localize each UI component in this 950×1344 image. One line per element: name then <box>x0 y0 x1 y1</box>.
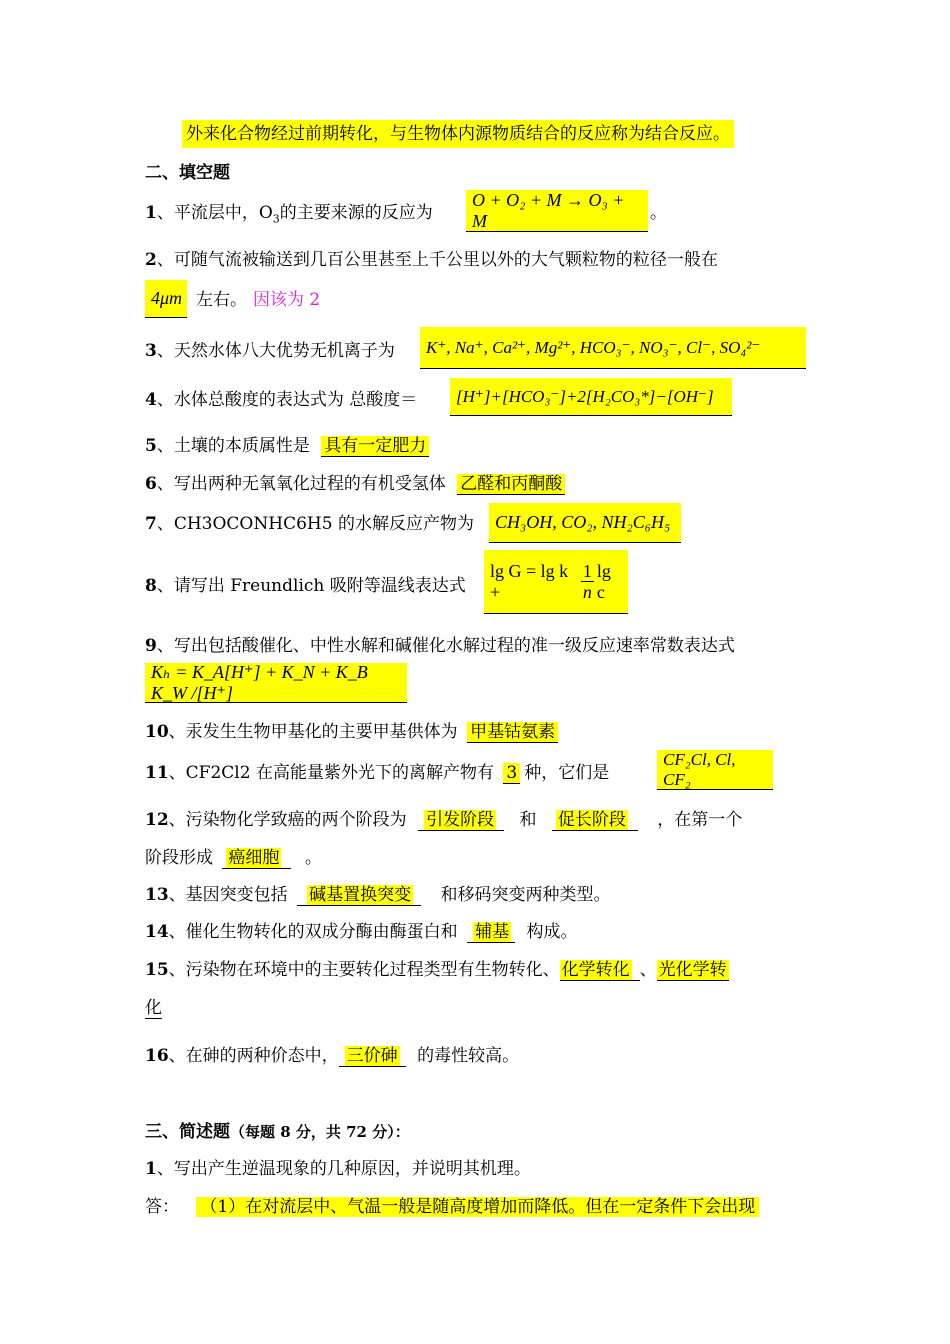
answer: 3 <box>503 763 520 784</box>
question-number: 4 <box>145 390 157 410</box>
answer-formula: CF₂Cl, Cl, CF₂ <box>657 750 773 790</box>
fraction-numerator: 1 <box>582 561 592 581</box>
blank <box>552 810 638 831</box>
question-text: 、污染物在环境中的主要转化过程类型有生物转化、 <box>168 960 560 980</box>
fraction <box>581 561 594 602</box>
question-number: 3 <box>145 341 157 361</box>
question-text: 、污染物化学致癌的两个阶段为 <box>168 810 407 830</box>
teacher-note: 因该为 2 <box>253 290 321 310</box>
question-text: 、可随气流被输送到几百公里甚至上千公里以外的大气颗粒物的粒径一般在 <box>156 250 718 270</box>
question-text: 、天然水体八大优势无机离子为 <box>156 341 395 361</box>
question-text: 、汞发生生物甲基化的主要甲基供体为 <box>168 722 458 742</box>
question-number: 1 <box>145 1159 157 1179</box>
question-text: 、基因突变包括 <box>168 885 288 905</box>
question-12 <box>145 808 742 832</box>
question-text: 、 <box>639 960 657 980</box>
question-text: 、平流层中，O <box>156 203 273 223</box>
answer-label: 答： <box>145 1197 179 1217</box>
question-text: ，在第一个 <box>657 810 743 830</box>
blank <box>657 960 729 981</box>
blank <box>418 810 504 831</box>
question-text: 的主要来源的反应为 <box>279 203 433 223</box>
question-number: 11 <box>145 763 169 783</box>
question-2-tail <box>196 288 320 312</box>
question-15 <box>145 958 729 982</box>
question-text: 、写出两种无氧氧化过程的有机受氢体 <box>156 474 446 494</box>
answer: 三价砷 <box>346 1046 398 1066</box>
answer: 癌细胞 <box>228 848 280 868</box>
subscript: 3 <box>272 212 280 226</box>
question-text: 、在砷的两种价态中， <box>168 1046 339 1066</box>
question-9 <box>145 634 735 658</box>
answer: 乙醛和丙酮酸 <box>457 474 565 495</box>
answer: 碱基置换突变 <box>309 885 412 905</box>
question-number: 1 <box>145 203 157 223</box>
question-number: 6 <box>145 474 157 494</box>
answer: 引发阶段 <box>426 810 495 830</box>
question-text: 种，它们是 <box>524 763 610 783</box>
answer-text: （1）在对流层中、气温一般是随高度增加而降低。但在一定条件下会出现 <box>196 1197 759 1217</box>
answer: 促长阶段 <box>557 810 626 830</box>
question-1 <box>145 201 433 231</box>
blank <box>560 960 640 981</box>
blank <box>339 1046 406 1067</box>
question-6 <box>145 472 565 496</box>
answer-formula: 4μm <box>145 280 187 318</box>
answer: 甲基钴氨素 <box>467 722 558 743</box>
blank <box>222 848 291 869</box>
question-15-line2 <box>145 996 162 1020</box>
answer-formula: [H⁺]+[HCO₃⁻]+2[H₂CO₃*]−[OH⁻] <box>450 378 732 416</box>
question-number: 12 <box>145 810 169 830</box>
question-number: 10 <box>145 722 169 742</box>
fraction-denominator: n <box>582 582 592 602</box>
answer: 化学转化 <box>561 960 630 980</box>
question-text: 左右。 <box>196 290 247 310</box>
question-text: 、CF2Cl2 在高能量紫外光下的离解产物有 <box>168 763 494 783</box>
question-14 <box>145 920 577 944</box>
question-number: 9 <box>145 636 157 656</box>
question-13 <box>145 883 610 907</box>
question-number: 5 <box>145 436 157 456</box>
section-title-short-answer <box>145 1120 410 1144</box>
question-4 <box>145 388 417 412</box>
question-11 <box>145 761 609 785</box>
blank <box>467 922 515 943</box>
section-title: 三、简述题 <box>145 1122 230 1142</box>
formula-part: lg G = lg k + <box>490 560 569 602</box>
question-5 <box>145 434 429 458</box>
question-number: 8 <box>145 576 157 596</box>
question-number: 13 <box>145 885 169 905</box>
answer: 光化学转 <box>658 960 727 980</box>
question-8 <box>145 574 466 598</box>
question-text: 构成。 <box>526 922 578 942</box>
section-title-fill: 二、填空题 <box>145 163 230 183</box>
punctuation: 。 <box>304 848 322 868</box>
top-line: 外来化合物经过前期转化，与生物体内源物质结合的反应称为结合反应。 <box>182 120 734 148</box>
question-text: 、CH3OCONHC6H5 的水解反应产物为 <box>156 514 474 534</box>
question-number: 16 <box>145 1046 169 1066</box>
question-text: 和移码突变两种类型。 <box>440 885 611 905</box>
question-text: 和 <box>519 810 537 830</box>
question-text: 、催化生物转化的双成分酶由酶蛋白和 <box>168 922 458 942</box>
question-10 <box>145 720 558 744</box>
question-7 <box>145 512 474 536</box>
question-text: 、水体总酸度的表达式为 总酸度＝ <box>156 390 418 410</box>
short-answer-1 <box>145 1195 759 1219</box>
answer: 具有一定肥力 <box>321 436 429 457</box>
question-text: 、请写出 Freundlich 吸附等温线表达式 <box>156 576 466 596</box>
answer: 辅基 <box>475 922 510 942</box>
formula-part: lg c <box>596 560 611 602</box>
question-text: 、写出产生逆温现象的几种原因，并说明其机理。 <box>156 1159 531 1179</box>
question-number: 2 <box>145 250 157 270</box>
question-text: 的毒性较高。 <box>417 1046 520 1066</box>
answer-formula <box>484 550 628 614</box>
short-question-1 <box>145 1157 531 1181</box>
answer-formula: K⁺, Na⁺, Ca²⁺, Mg²⁺, HCO₃⁻, NO₃⁻, Cl⁻, SO₄²⁻ <box>420 327 806 369</box>
answer: 化 <box>145 998 162 1018</box>
section-note: （每题 8 分，共 72 分）： <box>230 1123 410 1141</box>
question-number: 15 <box>145 960 169 980</box>
question-16 <box>145 1044 519 1068</box>
answer-formula: O + O₂ + M → O₃ + M <box>466 190 648 232</box>
question-number: 14 <box>145 922 169 942</box>
punctuation: 。 <box>650 203 667 223</box>
question-2 <box>145 248 718 272</box>
question-number: 7 <box>145 514 157 534</box>
answer-formula: Kₕ = K_A[H⁺] + K_N + K_B K_W /[H⁺] <box>145 663 407 703</box>
question-text: 、土壤的本质属性是 <box>156 436 310 456</box>
blank <box>297 885 421 906</box>
question-text: 、写出包括酸催化、中性水解和碱催化水解过程的准一级反应速率常数表达式 <box>156 636 735 656</box>
answer-formula: CH₃OH, CO₂, NH₂C₆H₅ <box>489 503 681 543</box>
question-3 <box>145 339 395 363</box>
question-text: 阶段形成 <box>145 848 213 868</box>
question-12-line2 <box>145 846 322 870</box>
